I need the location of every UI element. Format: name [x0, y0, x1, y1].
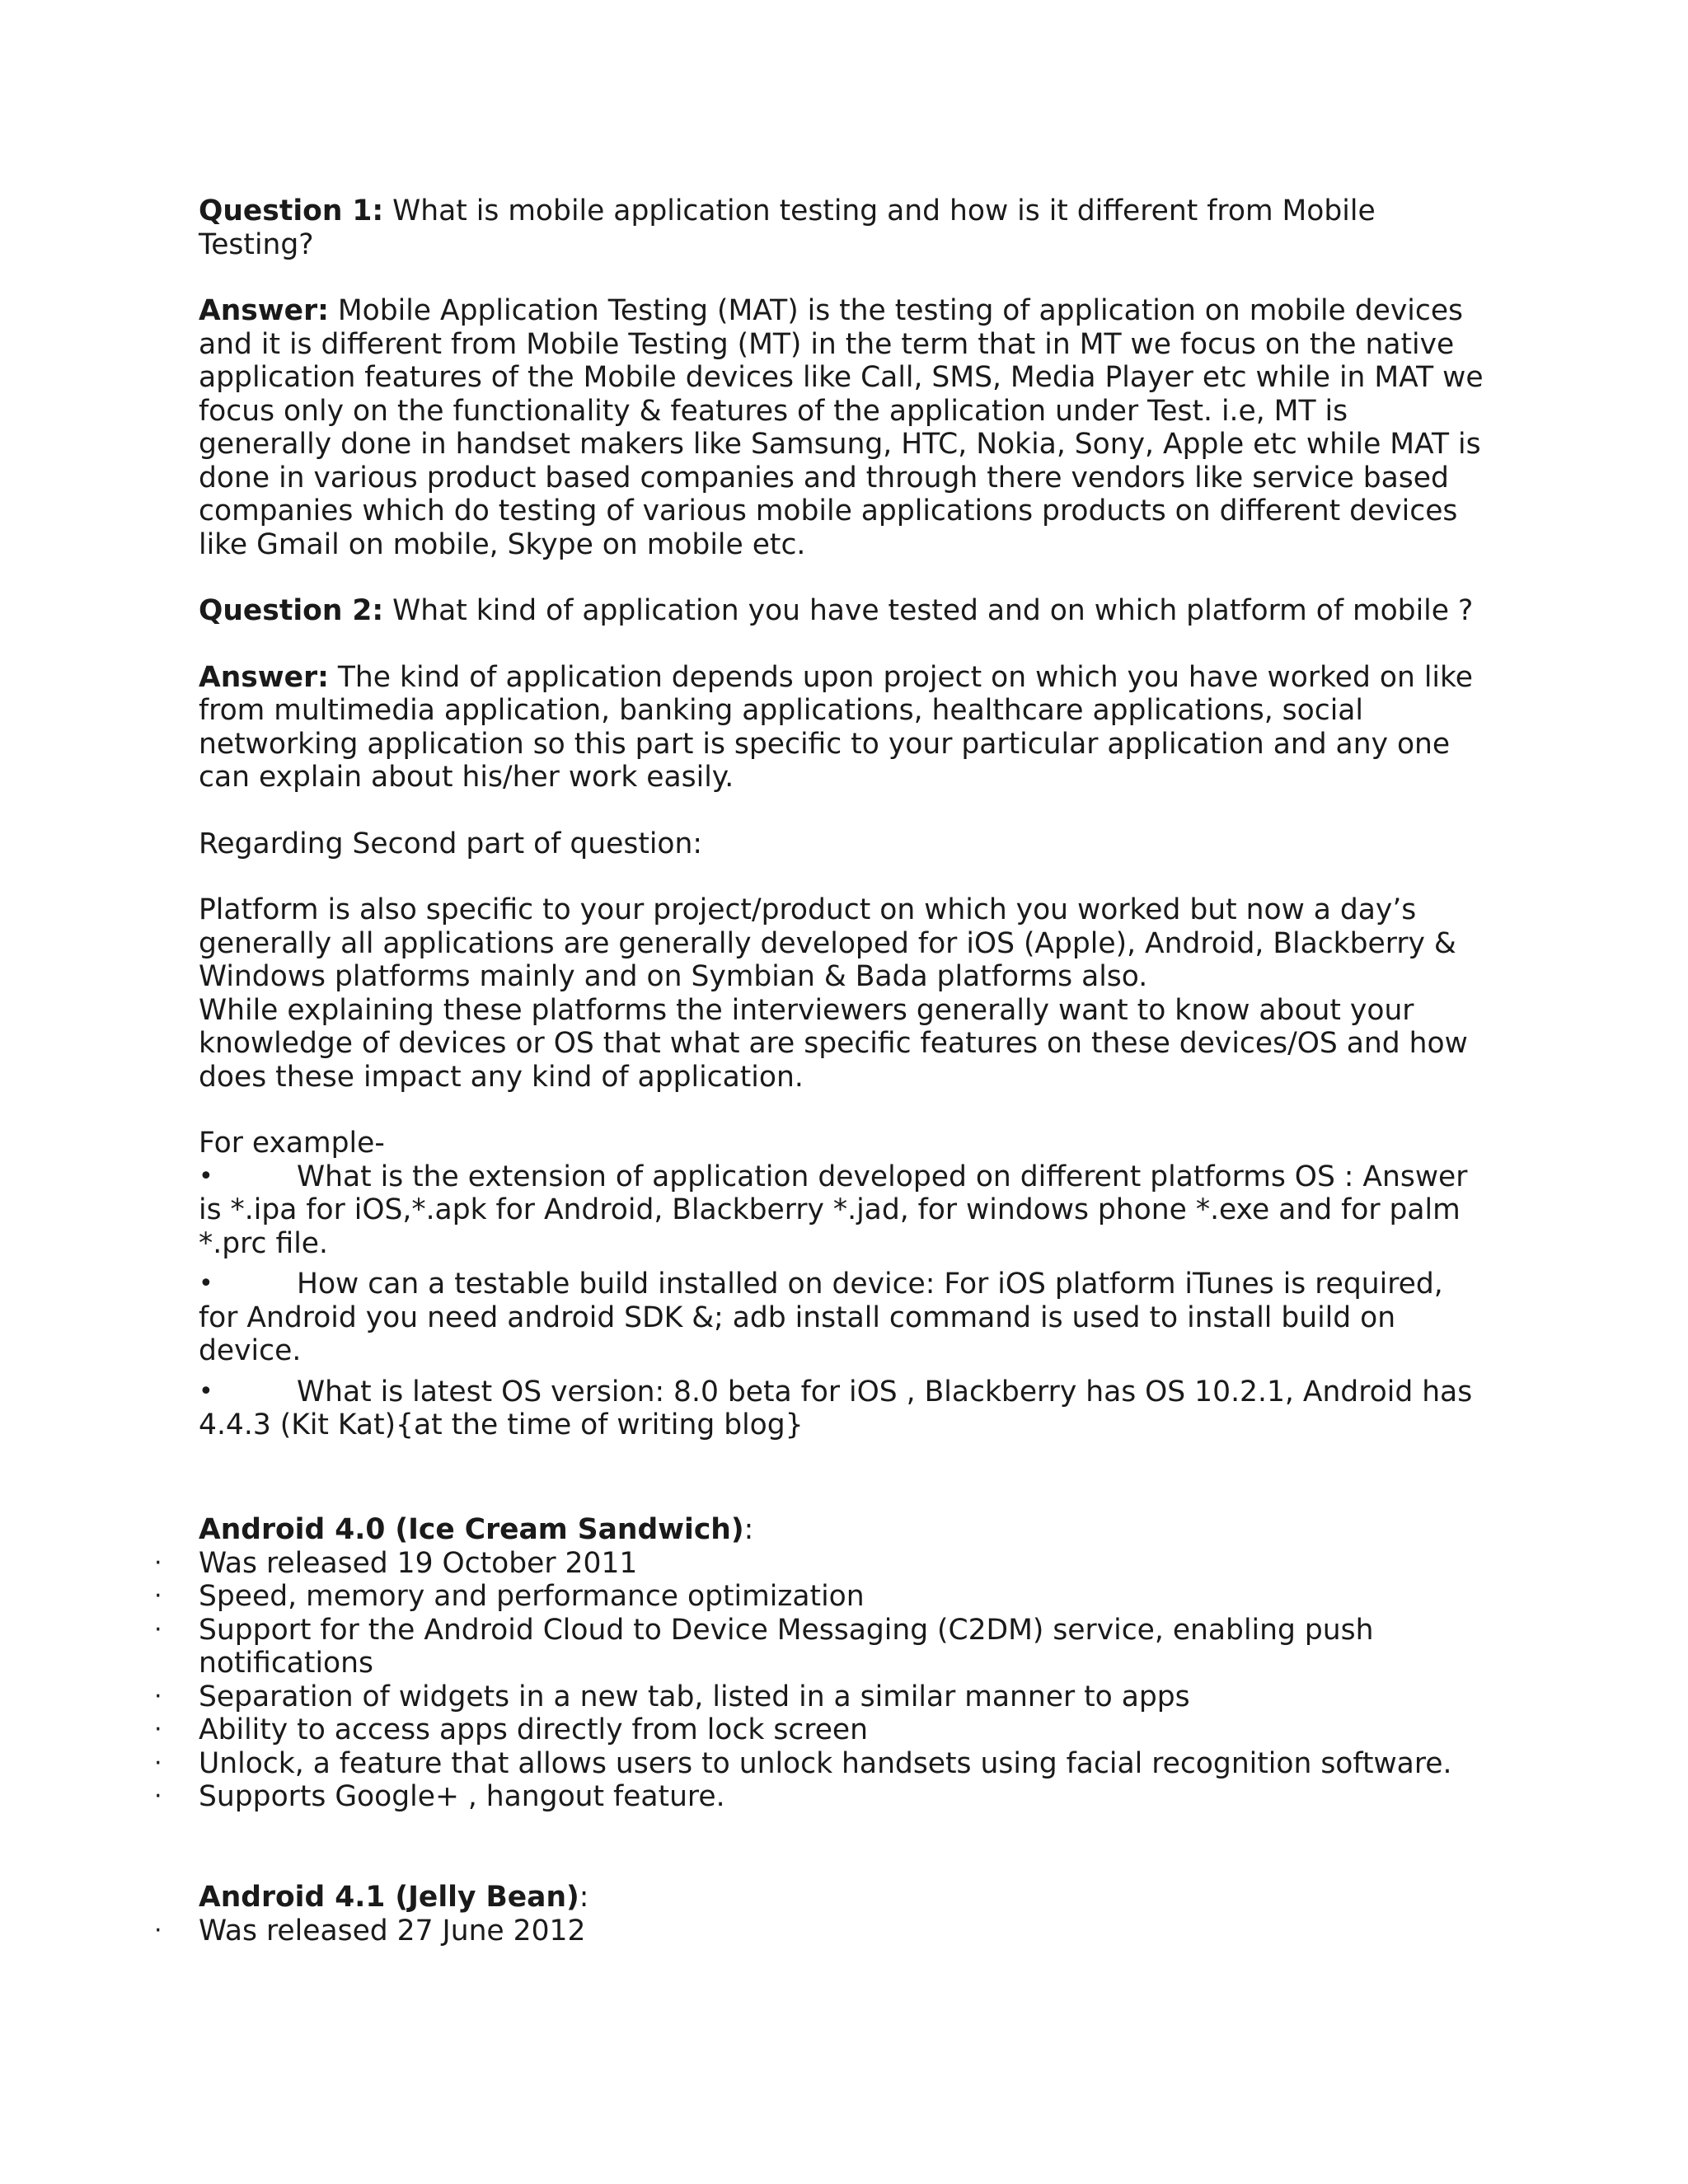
- answer-text: The kind of application depends upon project on which you have worked on like from multimedia application, banking applications, healthcare applications, social networking application so this part is specific to your particular application and any one can explain about his/her work easily.: [199, 660, 1473, 794]
- list-item: [154, 1914, 1484, 1948]
- feature-text: Speed, memory and performance optimization: [199, 1580, 865, 1613]
- example-intro: For example-: [199, 1127, 385, 1160]
- example-text: How can a testable build installed on device: For iOS platform iTunes is required, for Android you need android SDK &; adb install command is used to install build on device.: [199, 1268, 1443, 1367]
- answer-label: Answer:: [199, 294, 329, 327]
- bullet-icon: ·: [154, 1782, 162, 1811]
- bullet-icon: ·: [154, 1582, 162, 1610]
- question-label: Question 1:: [199, 194, 384, 227]
- qa-content: [199, 194, 1484, 1450]
- android-4-1-section: [154, 1881, 1484, 1947]
- question-label: Question 2:: [199, 594, 384, 627]
- heading-suffix: :: [743, 1513, 754, 1546]
- heading-suffix: :: [579, 1881, 589, 1914]
- bullet-icon: ·: [154, 1548, 162, 1577]
- list-item: [154, 1680, 1484, 1714]
- list-item: [154, 1713, 1484, 1747]
- android-4-0-section: [154, 1513, 1484, 1814]
- bullet-icon: •: [199, 1376, 213, 1406]
- feature-text: Was released 19 October 2011: [199, 1546, 638, 1580]
- question-text: What kind of application you have tested and on which platform of mobile ?: [383, 594, 1474, 627]
- feature-list: [154, 1546, 1484, 1814]
- bullet-icon: ·: [154, 1715, 162, 1744]
- bullet-icon: •: [199, 1269, 213, 1298]
- feature-text: Separation of widgets in a new tab, listed in a similar manner to apps: [199, 1680, 1190, 1713]
- list-item: [199, 1376, 1484, 1442]
- question-text: What is mobile application testing and how is it different from Mobile Testing?: [199, 194, 1376, 261]
- feature-list: [154, 1914, 1484, 1948]
- list-item: [154, 1613, 1484, 1680]
- regarding-line: Regarding Second part of question:: [199, 827, 703, 860]
- section-heading: [199, 1513, 1484, 1547]
- explaining-paragraph: While explaining these platforms the interviewers generally want to know about your knowledge of devices or OS that what are specific features on these devices/OS and how does these impact any kind of application.: [199, 993, 1468, 1094]
- example-text: What is latest OS version: 8.0 beta for iOS , Blackberry has OS 10.2.1, Android has 4.4.3 (Kit Kat){at the time of writing blog}: [199, 1375, 1473, 1441]
- section-heading: [199, 1881, 1484, 1915]
- list-item: [154, 1546, 1484, 1581]
- answer-1: [199, 294, 1484, 561]
- list-item: [154, 1580, 1484, 1614]
- answer-label: Answer:: [199, 660, 329, 694]
- example-list: [199, 1160, 1484, 1442]
- platform-paragraph: Platform is also specific to your project/product on which you worked but now a day’s generally all applications are generally developed for iOS (Apple), Android, Blackberry & Windows platforms mainly and on Symbian & Bada platforms also.: [199, 893, 1456, 993]
- list-item: [199, 1268, 1484, 1368]
- feature-text: Ability to access apps directly from lock screen: [199, 1713, 869, 1746]
- answer-2: [199, 661, 1484, 794]
- list-item: [199, 1160, 1484, 1261]
- heading-text: Android 4.0 (Ice Cream Sandwich): [199, 1513, 744, 1546]
- example-text: What is the extension of application developed on different platforms OS : Answer is *.ipa for iOS,*.apk for Android, Blackberry *.jad, for windows phone *.exe and for palm *.prc file.: [199, 1160, 1468, 1260]
- bullet-icon: •: [199, 1161, 213, 1191]
- feature-text: Supports Google+ , hangout feature.: [199, 1780, 725, 1813]
- list-item: [154, 1746, 1484, 1781]
- question-2: [199, 594, 1484, 628]
- list-item: [154, 1780, 1484, 1814]
- bullet-icon: ·: [154, 1915, 162, 1945]
- bullet-icon: ·: [154, 1681, 162, 1711]
- feature-text: Unlock, a feature that allows users to unlock handsets using facial recognition software.: [199, 1746, 1452, 1780]
- question-1: [199, 194, 1484, 261]
- answer-text: Mobile Application Testing (MAT) is the testing of application on mobile devices and it is different from Mobile Testing (MT) in the term that in MT we focus on the native application features of the Mobile devices like Call, SMS, Media Player etc while in MAT we focus only on the functionality & features of the application under Test. i.e, MT is generally done in handset makers like Samsung, HTC, Nokia, Sony, Apple etc while MAT is done in various product based companies and through there vendors like service based companies which do testing of various mobile applications products on different devices like Gmail on mobile, Skype on mobile etc.: [199, 294, 1484, 561]
- feature-text: Support for the Android Cloud to Device Messaging (C2DM) service, enabling push notifications: [199, 1613, 1374, 1680]
- feature-text: Was released 27 June 2012: [199, 1914, 586, 1947]
- heading-text: Android 4.1 (Jelly Bean): [199, 1881, 579, 1914]
- bullet-icon: ·: [154, 1615, 162, 1644]
- bullet-icon: ·: [154, 1748, 162, 1778]
